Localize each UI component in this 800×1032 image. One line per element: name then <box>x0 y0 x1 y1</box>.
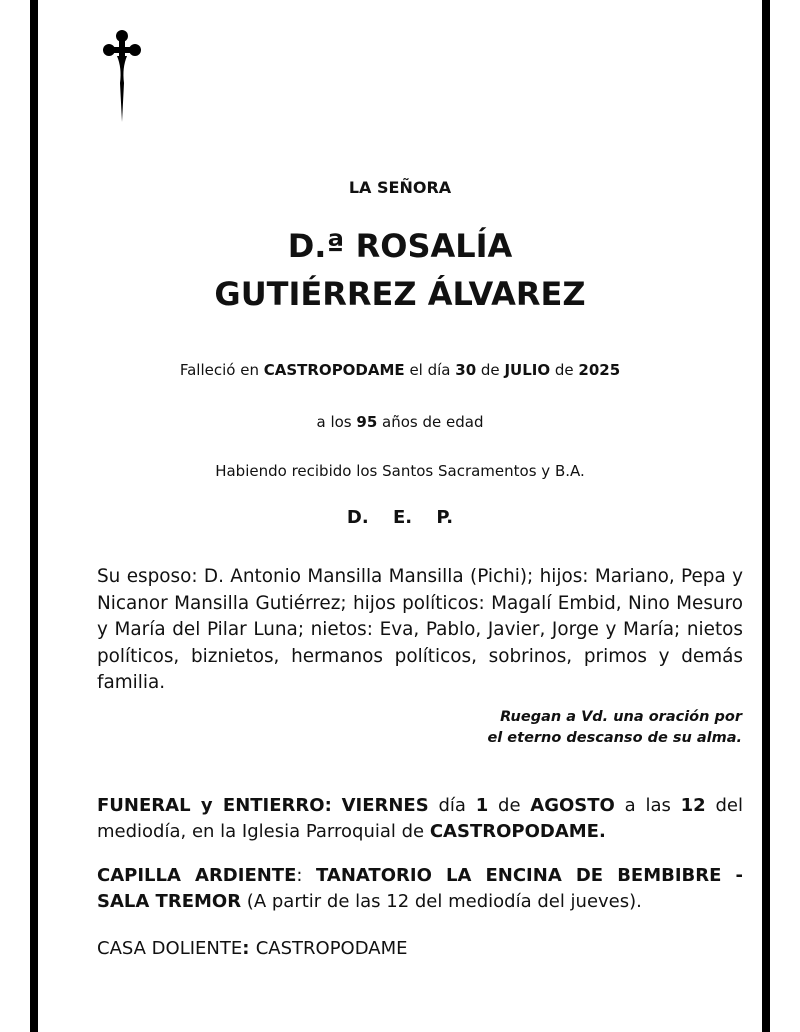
sacraments-line: Habiendo recibido los Santos Sacramentos y B.A. <box>215 462 585 480</box>
funeral-text: a las <box>614 795 681 816</box>
name-line-1: D.ª ROSALÍA <box>287 227 513 265</box>
age-line <box>38 413 762 431</box>
dep-line: D. E. P. <box>346 507 454 528</box>
funeral-text: día <box>428 795 476 816</box>
funeral-hour: 12 <box>680 795 706 816</box>
house-place: CASTROPODAME <box>255 938 408 959</box>
death-line <box>38 361 762 379</box>
death-place: CASTROPODAME <box>263 361 405 379</box>
mourning-house <box>97 936 407 962</box>
funeral-day: 1 <box>475 795 489 816</box>
death-month: JULIO <box>504 361 551 379</box>
death-text: Falleció en <box>179 361 264 379</box>
funeral-label: FUNERAL y ENTIERRO: <box>97 795 332 816</box>
chapel-info <box>97 863 743 915</box>
funeral-weekday: VIERNES <box>341 795 429 816</box>
death-day: 30 <box>455 361 477 379</box>
age-years: 95 <box>356 413 378 431</box>
funeral-month: AGOSTO <box>530 795 615 816</box>
cross-icon <box>100 28 144 124</box>
funeral-text: de <box>488 795 531 816</box>
chapel-venue: TANATORIO LA ENCINA DE BEMBIBRE - SALA TREMOR <box>97 865 743 912</box>
prayer-line-1: Ruegan a Vd. una oración por <box>500 709 742 725</box>
age-text: años de edad <box>377 413 484 431</box>
notice-label: LA SEÑORA <box>348 178 452 197</box>
family-paragraph: Su esposo: D. Antonio Mansilla Mansilla (Pichi); hijos: Mariano, Pepa y Nicanor Mansilla Gutiérrez; hijos políticos: Magalí Embid, Nino Mesuro y María del Pilar Luna; nietos: Eva, Pablo, Javier, Jorge y María; nietos políticos, biznietos, hermanos políticos, sobrinos, primos y demás familia. <box>97 566 743 693</box>
name-line-2: GUTIÉRREZ ÁLVAREZ <box>214 275 586 313</box>
death-text: el día <box>404 361 456 379</box>
deceased-name <box>38 222 762 318</box>
funeral-info <box>97 793 743 845</box>
prayer-line-2: el eterno descanso de su alma. <box>487 730 742 746</box>
house-separator: : <box>242 938 256 959</box>
funeral-text: del mediodía, en la Iglesia Parroquial de <box>97 795 743 842</box>
age-text: a los <box>316 413 357 431</box>
chapel-separator: : <box>296 865 317 886</box>
prayer-request <box>442 707 742 749</box>
chapel-note: (A partir de las 12 del mediodía del jueves). <box>241 891 642 912</box>
funeral-place: CASTROPODAME. <box>429 821 606 842</box>
death-text: de <box>476 361 505 379</box>
house-label: CASA DOLIENTE <box>97 938 243 959</box>
death-text: de <box>550 361 579 379</box>
chapel-label: CAPILLA ARDIENTE <box>97 865 297 886</box>
death-year: 2025 <box>578 361 621 379</box>
